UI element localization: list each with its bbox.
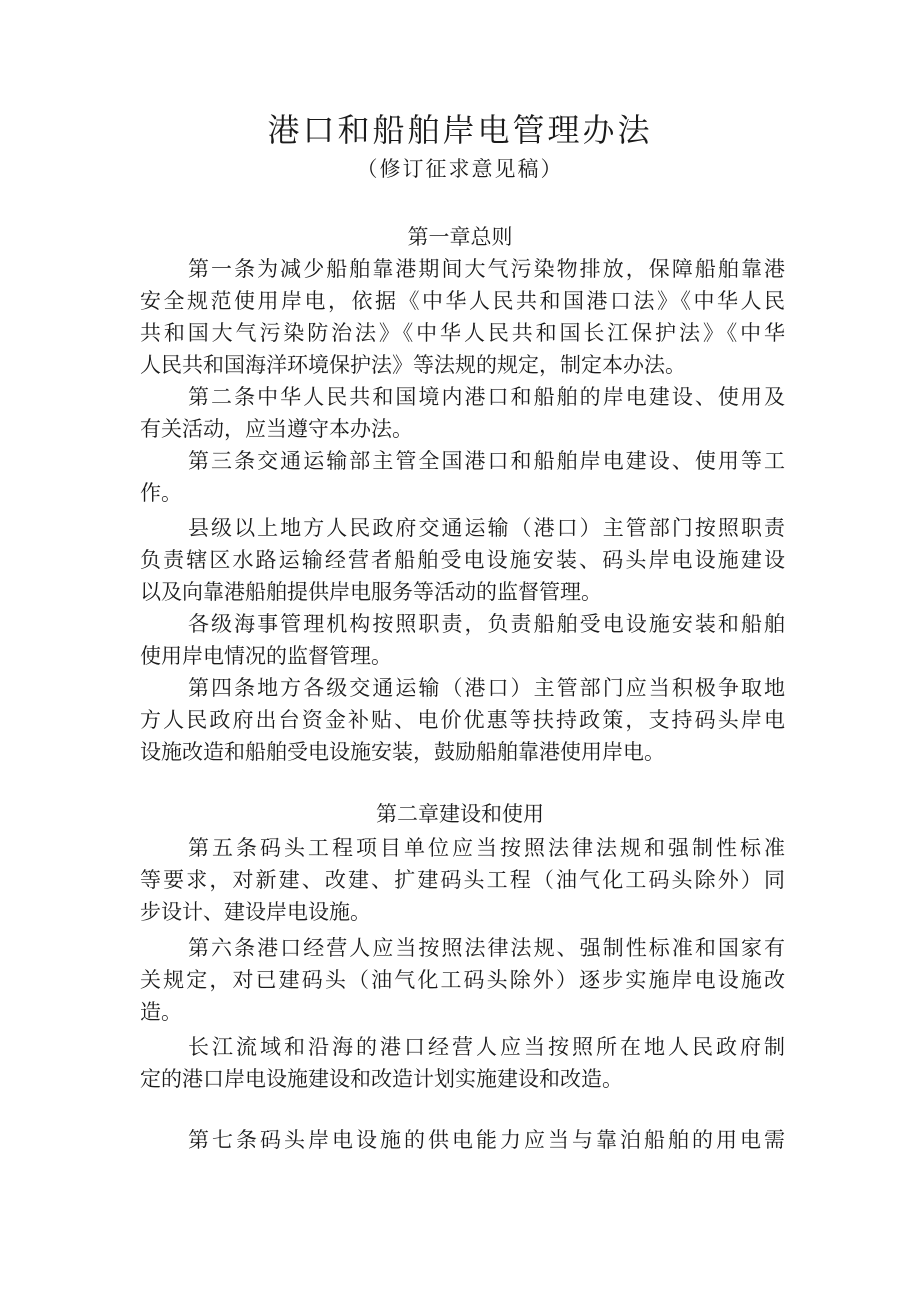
- paragraph-line: 第一条为减少船舶靠港期间大气污染物排放，保障船舶靠港: [188, 257, 785, 281]
- paragraph-line: 负责辖区水路运输经营者船舶受电设施安装、码头岸电设施建设: [140, 548, 785, 572]
- paragraph-line: 方人民政府出台资金补贴、电价优惠等扶持政策，支持码头岸电: [140, 708, 785, 732]
- paragraph-line: 共和国大气污染防治法》《中华人民共和国长江保护法》《中华: [140, 321, 785, 345]
- document-subtitle: （修订征求意见稿）: [356, 157, 564, 181]
- paragraph-line: 关规定，对已建码头（油气化工码头除外）逐步实施岸电设施改: [140, 968, 785, 992]
- paragraph-line: 第二条中华人民共和国境内港口和船舶的岸电建设、使用及: [188, 385, 785, 409]
- paragraph-line: 第七条码头岸电设施的供电能力应当与靠泊船舶的用电需: [188, 1128, 785, 1152]
- paragraph-line: 等要求，对新建、改建、扩建码头工程（油气化工码头除外）同: [140, 868, 785, 892]
- paragraph-line: 作。: [140, 481, 182, 505]
- paragraph-line: 设施改造和船舶受电设施安装，鼓励船舶靠港使用岸电。: [140, 740, 665, 764]
- paragraph-line: 第六条港口经营人应当按照法律法规、强制性标准和国家有: [188, 936, 785, 960]
- paragraph-line: 县级以上地方人民政府交通运输（港口）主管部门按照职责: [188, 516, 785, 540]
- paragraph-line: 安全规范使用岸电，依据《中华人民共和国港口法》《中华人民: [140, 289, 785, 313]
- paragraph-line: 有关活动，应当遵守本办法。: [140, 417, 413, 441]
- paragraph-line: 第四条地方各级交通运输（港口）主管部门应当积极争取地: [188, 676, 785, 700]
- chapter-heading-2: 第二章建设和使用: [376, 802, 544, 826]
- document-title: 港口和船舶岸电管理办法: [267, 111, 653, 149]
- paragraph-line: 步设计、建设岸电设施。: [140, 900, 371, 924]
- paragraph-line: 定的港口岸电设施建设和改造计划实施建设和改造。: [140, 1067, 623, 1091]
- paragraph-line: 以及向靠港船舶提供岸电服务等活动的监督管理。: [140, 580, 602, 604]
- paragraph-line: 各级海事管理机构按照职责，负责船舶受电设施安装和船舶: [188, 612, 785, 636]
- paragraph-line: 第五条码头工程项目单位应当按照法律法规和强制性标准: [188, 836, 785, 860]
- chapter-heading-1: 第一章总则: [407, 225, 513, 249]
- paragraph-line: 使用岸电情况的监督管理。: [140, 644, 392, 668]
- paragraph-line: 造。: [140, 1000, 182, 1024]
- paragraph-line: 第三条交通运输部主管全国港口和船舶岸电建设、使用等工: [188, 449, 785, 473]
- paragraph-line: 长江流域和沿海的港口经营人应当按照所在地人民政府制: [188, 1035, 785, 1059]
- paragraph-line: 人民共和国海洋环境保护法》等法规的规定，制定本办法。: [140, 353, 686, 377]
